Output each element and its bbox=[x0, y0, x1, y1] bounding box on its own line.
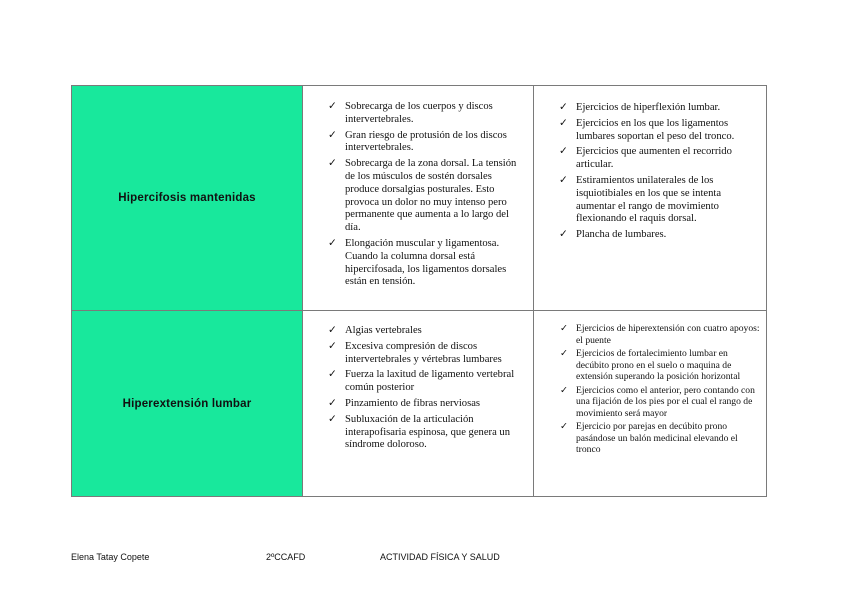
checkmark-icon: ✓ bbox=[560, 348, 569, 359]
checkmark-icon: ✓ bbox=[559, 174, 568, 186]
checkmark-icon: ✓ bbox=[560, 384, 569, 396]
footer-subject: ACTIVIDAD FÍSICA Y SALUD bbox=[380, 552, 500, 562]
exercises-cell bbox=[534, 311, 767, 497]
list-item: ✓ Estiramientos unilaterales de los isquiotibiales en los que se intenta aumentar el rango de movimiento flexionando el raquis dorsal. bbox=[559, 174, 722, 225]
checkmark-icon: ✓ bbox=[328, 325, 337, 336]
checkmark-icon: ✓ bbox=[328, 101, 337, 112]
exercises-list bbox=[534, 311, 766, 456]
row-label-cell bbox=[72, 86, 303, 311]
checkmark-icon: ✓ bbox=[560, 323, 569, 334]
list-item: ✓ Ejercicios que aumenten el recorrido articular. bbox=[559, 146, 732, 171]
table-row bbox=[72, 86, 767, 311]
list-item: ✓ Sobrecarga de los cuerpos y discos intervertebrales. bbox=[328, 101, 493, 125]
list-item: ✓ Algias vertebrales bbox=[328, 325, 422, 336]
checkmark-icon: ✓ bbox=[328, 340, 337, 352]
checkmark-icon: ✓ bbox=[328, 369, 337, 381]
list-item: ✓ Plancha de lumbares. bbox=[559, 229, 667, 241]
consequences-list bbox=[303, 86, 533, 289]
list-item: ✓ Gran riesgo de protusión de los discos intervertebrales. bbox=[328, 129, 507, 154]
row-label: Hipercifosis mantenidas bbox=[118, 192, 256, 204]
list-item: ✓ Ejercicios de fortalecimiento lumbar en decúbito prono en el suelo o maquina de extensión superando la posición horizontal bbox=[560, 348, 741, 382]
list-item: ✓ Ejercicios como el anterior, pero contando con una fijación de los pies por el cual el rango de movimiento será mayor bbox=[560, 384, 755, 419]
checkmark-icon: ✓ bbox=[559, 117, 568, 129]
checkmark-icon: ✓ bbox=[328, 158, 337, 170]
checkmark-icon: ✓ bbox=[559, 229, 568, 241]
list-item: ✓ Ejercicio por parejas en decúbito prono pasándose un balón medicinal elevando el tronco bbox=[560, 421, 738, 455]
exercises-list bbox=[534, 86, 766, 242]
list-item: ✓ Fuerza la laxitud de ligamento vertebral común posterior bbox=[328, 369, 515, 394]
checkmark-icon: ✓ bbox=[328, 129, 337, 141]
checkmark-icon: ✓ bbox=[328, 397, 337, 409]
row-label: Hiperextensión lumbar bbox=[122, 397, 252, 410]
list-item: ✓ Ejercicios de hiperextensión con cuatro apoyos: el puente bbox=[560, 323, 760, 346]
table-row bbox=[72, 311, 767, 497]
list-item: ✓ Ejercicios en los que los ligamentos lumbares soportan el peso del tronco. bbox=[559, 117, 735, 142]
exercises-cell bbox=[534, 86, 767, 311]
list-item: ✓ Excesiva compresión de discos intervertebrales y vértebras lumbares bbox=[328, 340, 502, 365]
list-item: ✓ Pinzamiento de fibras nerviosas bbox=[328, 397, 481, 409]
checkmark-icon: ✓ bbox=[559, 102, 568, 113]
consequences-cell bbox=[303, 86, 534, 311]
consequences-cell bbox=[303, 311, 534, 497]
checkmark-icon: ✓ bbox=[328, 413, 337, 425]
checkmark-icon: ✓ bbox=[559, 146, 568, 158]
list-item: ✓ Ejercicios de hiperflexión lumbar. bbox=[559, 102, 721, 113]
list-item: ✓ Subluxación de la articulación interapofisaria espinosa, que genera un síndrome doloroso. bbox=[328, 413, 511, 451]
list-item: ✓ Sobrecarga de la zona dorsal. La tensión de los músculos de sostén dorsales produce dorsalgias posturales. Esto provoca un dolor no muy intenso pero permanente que aumenta a lo largo del día. bbox=[328, 158, 517, 234]
footer-course: 2ºCCAFD bbox=[266, 552, 306, 562]
postural-table bbox=[71, 85, 767, 497]
consequences-list bbox=[303, 311, 533, 452]
checkmark-icon: ✓ bbox=[328, 237, 337, 249]
row-label-cell bbox=[72, 311, 303, 497]
checkmark-icon: ✓ bbox=[560, 421, 569, 432]
list-item: ✓ Elongación muscular y ligamentosa. Cuando la columna dorsal está hipercifosada, los ligamentos dorsales están en tensión. bbox=[328, 237, 507, 288]
footer-author: Elena Tatay Copete bbox=[71, 552, 150, 562]
